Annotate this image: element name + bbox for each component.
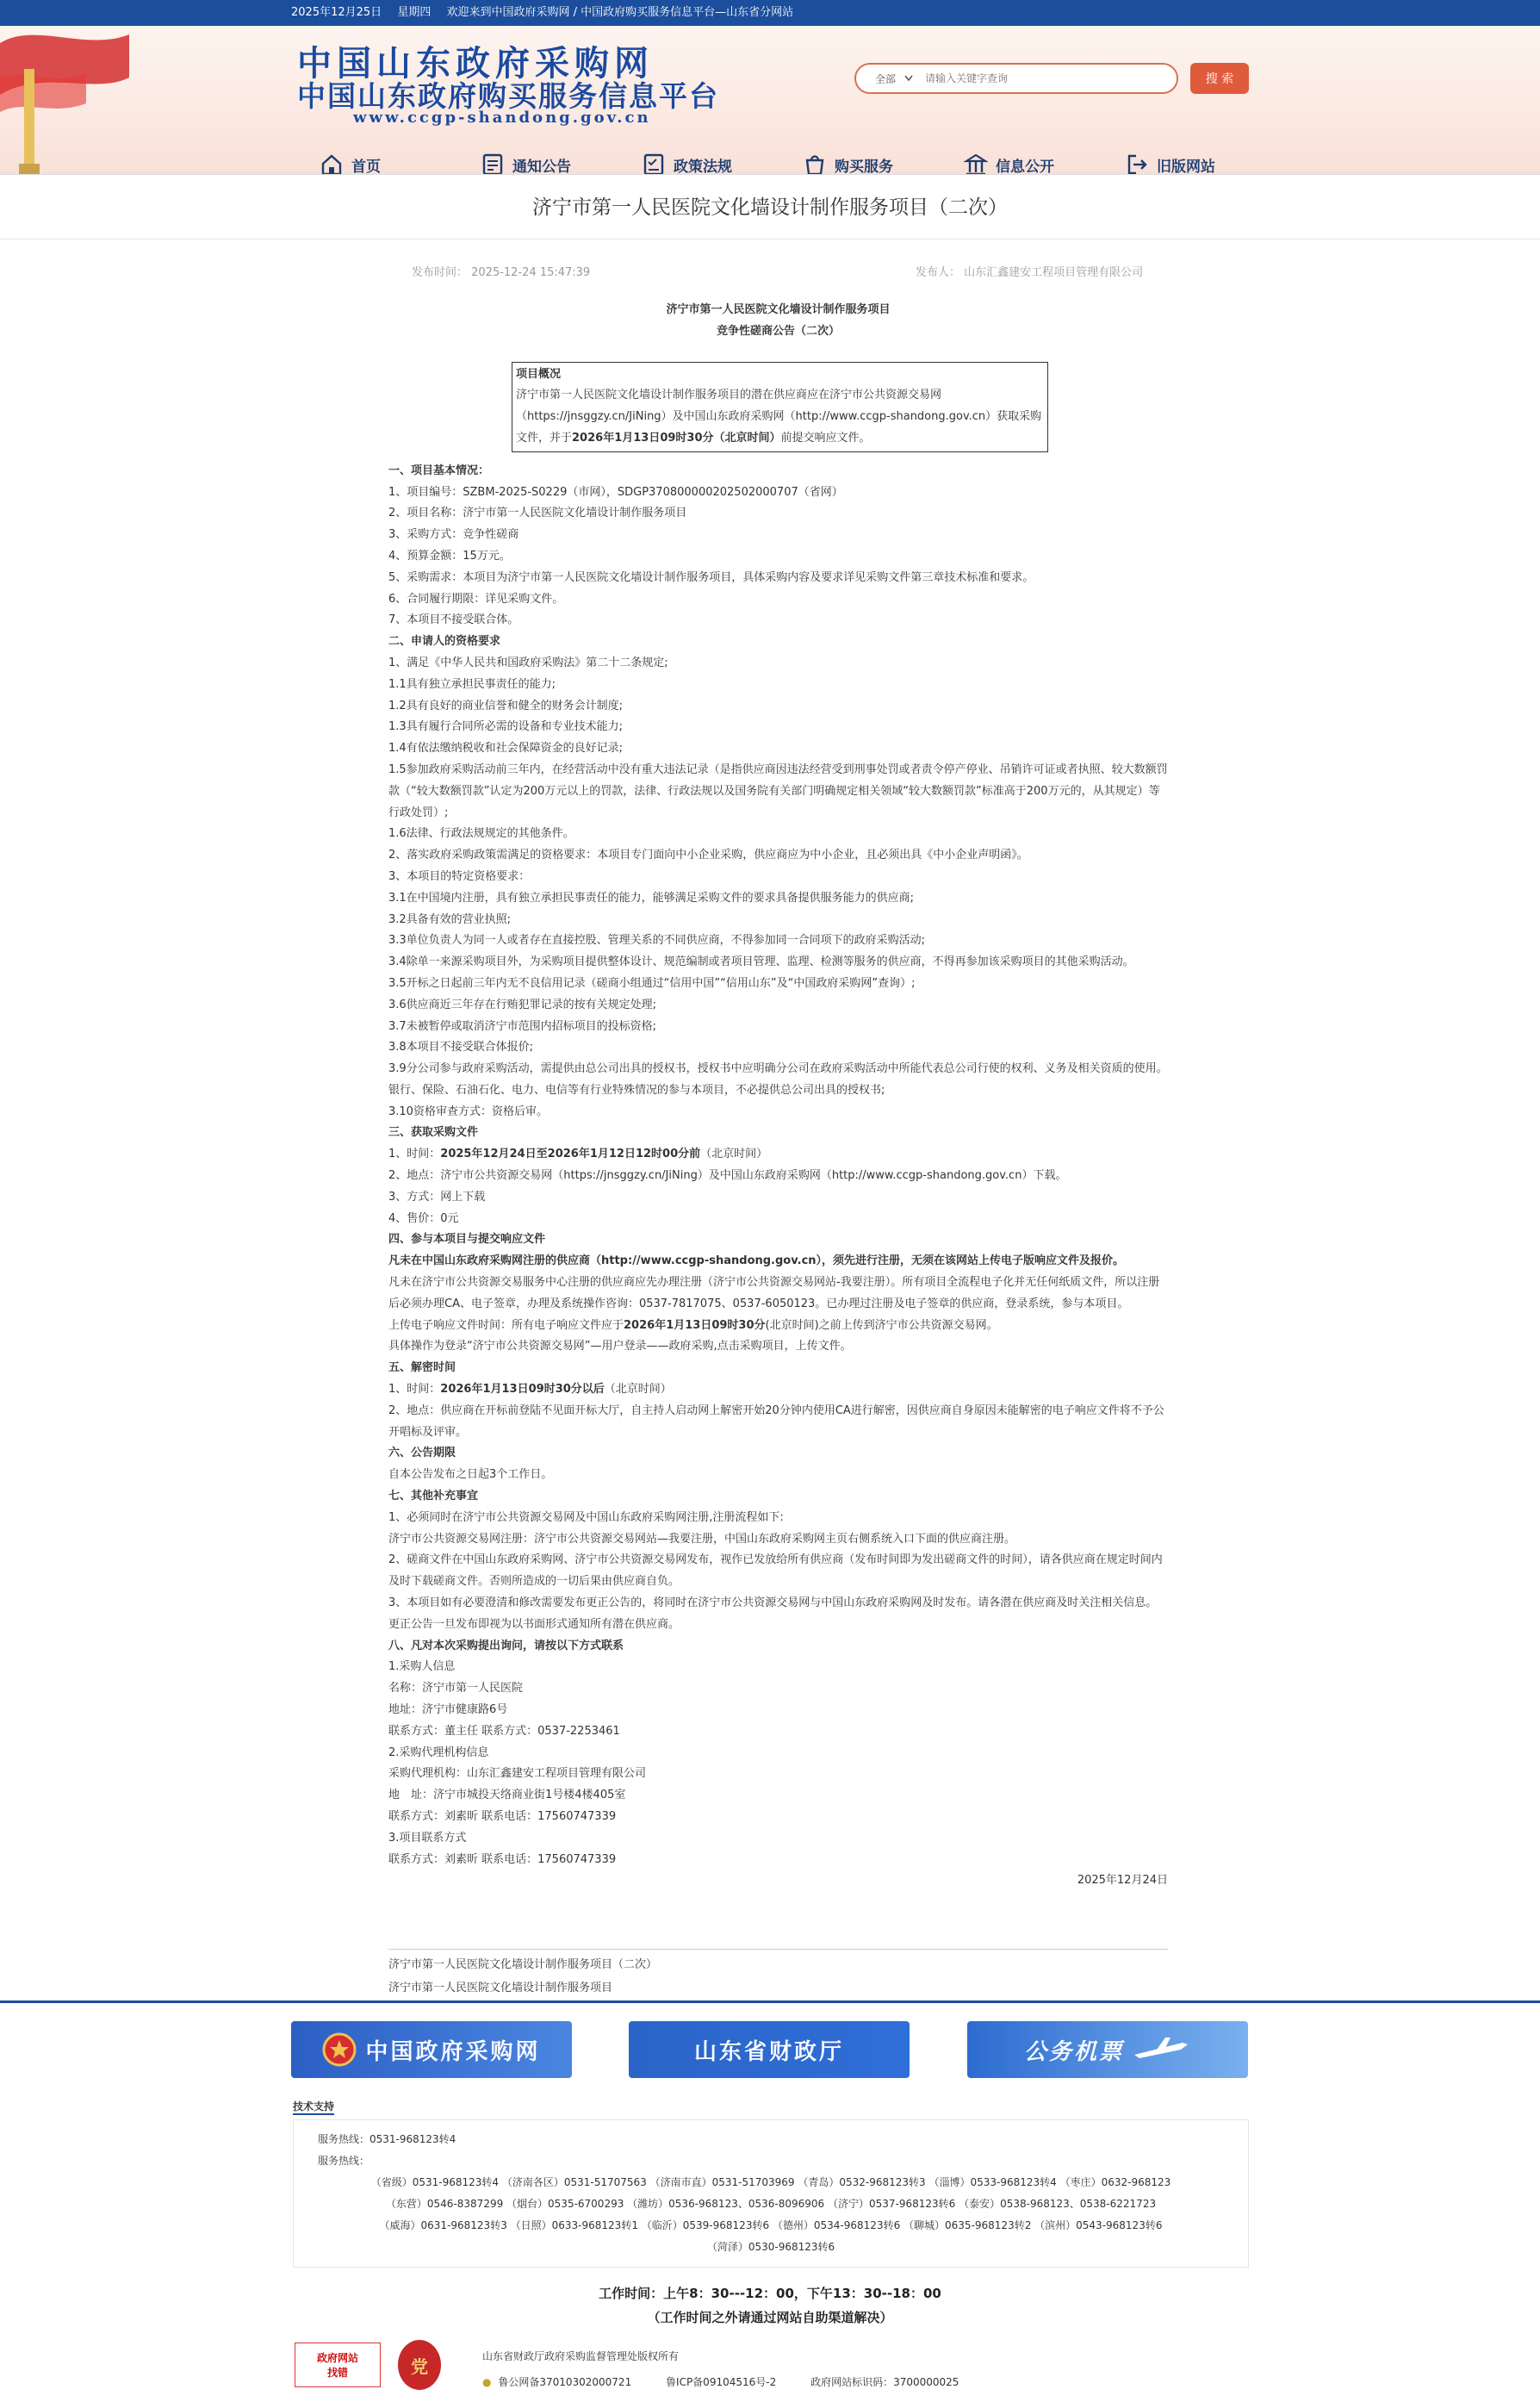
related-link[interactable]: 济宁市第一人民医院文化墙设计制作服务项目（二次） (388, 1958, 658, 1971)
chevron-down-icon (904, 75, 913, 82)
doc-line-text: 1.3具有履行合同所必需的设备和专业技术能力; (388, 720, 624, 734)
doc-line-text: 2、项目名称：济宁市第一人民医院文化墙设计制作服务项目 (388, 507, 687, 520)
site-header (0, 26, 1540, 174)
top-bar (0, 0, 1540, 26)
banner-official-tickets-label: 公务机票 (1023, 2038, 1124, 2065)
doc-line (388, 1850, 1168, 1871)
doc-line (388, 1700, 1168, 1721)
related-link[interactable]: 济宁市第一人民医院文化墙设计制作服务项目 (388, 1982, 613, 1994)
party-badge-label: 党 (411, 2355, 428, 2377)
doc-line-text: 联系方式：刘素昕 联系电话：17560747339 (388, 1809, 617, 1823)
doc-line-text: 3.10资格审查方式：资格后审。 (388, 1104, 548, 1118)
doc-line (388, 1272, 1168, 1316)
doc-line (388, 1828, 1168, 1850)
doc-line (388, 525, 1168, 546)
shopping-bag-icon (802, 152, 828, 174)
page-title: 济宁市第一人民医院文化墙设计制作服务项目（二次） (0, 174, 1540, 240)
doc-line (388, 482, 1168, 504)
doc-line-text: 1、时间： (388, 1383, 441, 1397)
nav-info-disclosure[interactable] (963, 152, 1124, 174)
doc-line-tail: （北京时间） (604, 1383, 672, 1397)
search-scope-value: 全部 (875, 72, 897, 85)
doc-line-tail: (北京时间)之前上传到济宁市公共资源交易网。 (765, 1318, 998, 1332)
nav-old-site-label: 旧版网站 (1157, 158, 1215, 174)
party-org-badge[interactable] (398, 2340, 441, 2390)
search-button[interactable]: 搜 索 (1190, 63, 1249, 94)
doc-line (388, 1144, 1168, 1166)
doc-line (388, 1102, 1168, 1123)
footer-copyright (482, 2343, 990, 2395)
doc-line (388, 1508, 1168, 1529)
doc-line (388, 1379, 1168, 1401)
search-input[interactable] (925, 72, 1177, 84)
doc-line-text: 7、本项目不接受联合体。 (388, 613, 519, 627)
doc-line (388, 824, 1168, 845)
doc-line (388, 1529, 1168, 1551)
nav-home-label: 首页 (351, 158, 381, 174)
doc-line-text: 1.4有依法缴纳税收和社会保障资金的良好记录; (388, 742, 624, 756)
section-heading (388, 632, 1168, 653)
site-logo-url: www.ccgp-shandong.gov.cn (353, 109, 651, 127)
section-heading (388, 1443, 1168, 1465)
site-identifier: 政府网站标识码：3700000025 (810, 2376, 959, 2388)
nav-purchase-service-label: 购买服务 (835, 158, 893, 174)
doc-line-text: 3.3单位负责人为同一人或者存在直接控股、管理关系的不同供应商，不得参加同一合同项下的政府采购活动; (388, 934, 926, 948)
policy-icon (641, 152, 667, 174)
doc-line-text: 2、地点：供应商在开标前登陆不见面开标大厅，自主持人启动网上解密开始20分钟内使用CA进行解密，因供应商自身原因未能解密的电子响应文件将不予公开唱标及评审。 (388, 1403, 1164, 1439)
doc-line (388, 503, 1168, 525)
section-heading (388, 1229, 1168, 1251)
hotline-regions: （威海）0631-968123转3 （日照）0633-968123转1 （临沂）0539-968123转6 （德州）0534-968123转6 （聊城）0635-968123转2 （滨州）0543-968123转6 (379, 2219, 1163, 2231)
doc-line-text: 地 址：济宁市城投天络商业街1号楼4楼405室 (388, 1789, 626, 1802)
doc-line-text: 上传电子响应文件时间：所有电子响应文件应于 (388, 1318, 624, 1332)
building-icon (963, 152, 989, 174)
doc-line-text: 三、获取采购文件 (388, 1126, 479, 1140)
doc-line (388, 974, 1168, 995)
doc-line (388, 1166, 1168, 1187)
hotline-primary: 服务热线：0531-968123转4 (318, 2133, 456, 2145)
doc-line-text: 2.采购代理机构信息 (388, 1745, 489, 1759)
doc-line (388, 610, 1168, 632)
overview-text-main: 济宁市第一人民医院文化墙设计制作服务项目的潜在供应商应在济宁市公共资源交易网（https://jnsggzy.cn/JiNing）及中国山东政府采购网（http://www.ccgp-shandong.gov.cn）获取采购文件，并于 (516, 389, 1042, 445)
announcement-body (388, 300, 1168, 1892)
doc-line (388, 696, 1168, 718)
notice-icon (480, 152, 506, 174)
doc-title: 济宁市第一人民医院文化墙设计制作服务项目 (666, 303, 891, 316)
doc-line (388, 1187, 1168, 1209)
doc-line-text: 3.项目联系方式 (388, 1831, 467, 1845)
section-heading (388, 461, 1168, 482)
doc-line-emphasis: 2026年1月13日09时30分 (624, 1318, 766, 1332)
banner-finance-dept-label: 山东省财政厅 (693, 2038, 844, 2065)
banner-official-tickets[interactable] (967, 2021, 1248, 2078)
doc-line-text: 3、采购方式：竞争性磋商 (388, 528, 519, 542)
nav-purchase-service[interactable] (802, 152, 963, 174)
doc-line-text: 1.1具有独立承担民事责任的能力; (388, 677, 556, 691)
doc-line-text: 3.8本项目不接受联合体报价; (388, 1041, 534, 1055)
search-box (854, 63, 1178, 94)
doc-line-text: 1、满足《中华人民共和国政府采购法》第二十二条规定; (388, 656, 668, 669)
doc-line (388, 675, 1168, 696)
doc-line-text: 凡未在中国山东政府采购网注册的供应商（http://www.ccgp-shandong.gov.cn），须先进行注册，无须在该网站上传电子版响应文件及报价。 (388, 1254, 1125, 1268)
doc-line (388, 1017, 1168, 1038)
doc-line-text: 1、时间： (388, 1148, 441, 1161)
signature-date: 2025年12月24日 (1077, 1874, 1168, 1888)
doc-line-emphasis: 2025年12月24日至2026年1月12日12时00分前 (440, 1148, 701, 1161)
doc-line-text: 1.6法律、行政法规规定的其他条件。 (388, 827, 574, 841)
doc-line (388, 1593, 1168, 1636)
doc-line-text: 3、本项目的特定资格要求： (388, 869, 531, 883)
banner-finance-dept[interactable] (629, 2021, 910, 2078)
doc-line (388, 738, 1168, 760)
support-hotlines (293, 2119, 1249, 2268)
doc-line (388, 1316, 1168, 1337)
nav-policy-label: 政策法规 (674, 158, 732, 174)
nav-notices-label: 通知公告 (512, 158, 571, 174)
related-articles (388, 1949, 1168, 2000)
doc-line-text: 3.5开标之日起前三年内无不良信用记录（磋商小组通过“信用中国”“信用山东”及“中国政府采购网”查询）; (388, 976, 916, 990)
doc-line-text: 1、必须同时在济宁市公共资源交易网及中国山东政府采购网注册,注册流程如下: (388, 1510, 784, 1524)
doc-line-text: 3.1在中国境内注册，具有独立承担民事责任的能力，能够满足采购文件的要求具备提供服务能力的供应商; (388, 891, 915, 905)
doc-line-text: 2、地点：济宁市公共资源交易网（https://jnsggzy.cn/JiNing）及中国山东政府采购网（http://www.ccgp-shandong.gov.cn）下载。 (388, 1169, 1067, 1183)
search-scope-select[interactable] (856, 72, 925, 86)
doc-line-text: 一、项目基本情况： (388, 464, 490, 477)
doc-line-emphasis: 2026年1月13日09时30分以后 (440, 1383, 605, 1397)
doc-subtitle: 竞争性磋商公告（二次） (716, 324, 840, 338)
publish-time: 发布时间： 2025-12-24 15:47:39 (412, 266, 591, 279)
site-logo-subtitle: 中国山东政府购买服务信息平台 (297, 79, 719, 113)
gov-website-error-badge[interactable] (295, 2343, 381, 2387)
doc-line (388, 717, 1168, 738)
home-icon (319, 152, 345, 174)
nav-policy[interactable] (641, 152, 802, 174)
doc-line-tail: （北京时间） (700, 1148, 768, 1161)
hotline-regions: （东营）0546-8387299 （烟台）0535-6700293 （潍坊）0536-968123、0536-8096906 （济宁）0537-968123转6 （泰安）0538-968123、0538-6221723 (385, 2198, 1157, 2210)
banner-ccgp-label: 中国政府采购网 (365, 2038, 541, 2065)
filing-info (482, 2369, 990, 2395)
doc-line (388, 867, 1168, 888)
doc-line (388, 1550, 1168, 1593)
hotline-label: 服务热线： (318, 2155, 370, 2167)
doc-line (388, 845, 1168, 867)
doc-line-text: 1.5参加政府采购活动前三年内，在经营活动中没有重大违法记录（是指供应商因违法经营受到刑事处罚或者责令停产停业、吊销许可证或者执照、较大数额罚款（“较大数额罚款”认定为200万元以上的罚款，法律、行政法规以及国务院有关部门明确规定相关领域“较大数额罚款”标准高于200万元的，从其规定）等行政处罚）; (388, 762, 1168, 819)
doc-line-text: 七、其他补充事宜 (388, 1490, 479, 1503)
doc-line-text: 2、落实政府采购政策需满足的资格要求：本项目专门面向中小企业采购，供应商应为中小企业，且必须出具《中小企业声明函》。 (388, 849, 1028, 862)
nav-notices[interactable] (480, 152, 641, 174)
icp-filing[interactable]: 鲁ICP备09104516号-2 (666, 2376, 777, 2388)
airplane-icon (1131, 2032, 1191, 2067)
section-heading (388, 1123, 1168, 1144)
hotline-regions: （菏泽）0530-968123转6 (706, 2241, 835, 2253)
doc-line (388, 760, 1168, 824)
doc-line-text: 3.2具备有效的营业执照; (388, 912, 512, 926)
doc-line-text: 3.4除单一来源采购项目外，为采购项目提供整体设计、规范编制或者项目管理、监理、检测等服务的供应商，不得再参加该采购项目的其他采购活动。 (388, 955, 1134, 969)
doc-line-text: 1.采购人信息 (388, 1660, 456, 1674)
doc-line-text: 4、预算金额：15万元。 (388, 549, 511, 563)
doc-line-text: 5、采购需求：本项目为济宁市第一人民医院文化墙设计制作服务项目，具体采购内容及要求详见采购文件第三章技术标准和要求。 (388, 570, 1034, 584)
doc-line (388, 930, 1168, 952)
police-badge-icon: ● (482, 2376, 492, 2388)
site-logo-title[interactable]: 中国山东政府采购网 (297, 43, 654, 84)
doc-lines (388, 461, 1168, 1871)
doc-line-text: 名称：济宁市第一人民医院 (388, 1682, 524, 1696)
doc-line (388, 1678, 1168, 1700)
project-overview-box (512, 362, 1048, 452)
doc-line (388, 1657, 1168, 1678)
doc-line-text: 2、磋商文件在中国山东政府采购网、济宁市公共资源交易网发布，视作已发放给所有供应商（发布时间即为发出磋商文件的时间），请各供应商在规定时间内及时下载磋商文件。否则所造成的一切后果由供应商自负。 (388, 1553, 1163, 1589)
doc-line-text: 济宁市公共资源交易网注册：济宁市公共资源交易网站—我要注册，中国山东政府采购网主页右侧系统入口下面的供应商注册。 (388, 1532, 1016, 1546)
doc-line (388, 1401, 1168, 1444)
overview-heading: 项目概况 (516, 367, 562, 381)
doc-line (388, 995, 1168, 1017)
overview-tail: 前提交响应文件。 (780, 431, 871, 445)
doc-line (388, 1807, 1168, 1828)
doc-line-text: 四、参与本项目与提交响应文件 (388, 1233, 546, 1247)
exit-icon (1124, 152, 1150, 174)
doc-line-text: 3.6供应商近三年存在行贿犯罪记录的按有关规定处理; (388, 998, 657, 1011)
doc-line-text: 联系方式：董主任 联系方式：0537-2253461 (388, 1724, 620, 1738)
doc-line (388, 568, 1168, 589)
section-heading (388, 1251, 1168, 1272)
doc-line-text: 3、本项目如有必要澄清和修改需要发布更正公告的，将同时在济宁市公共资源交易网与中国山东政府采购网及时发布。请各潜在供应商及时关注相关信息。更正公告一旦发布即视为以书面形式通知所有潜在供应商。 (388, 1596, 1158, 1631)
doc-line-text: 3.9分公司参与政府采购活动，需提供由总公司出具的授权书，授权书中应明确分公司在政府采购活动中所能代表总公司行使的权利、义务及相关资质的使用。银行、保险、石油石化、电力、电信等有行业特殊情况的参与本项目，不必提供总公司出具的授权书; (388, 1062, 1168, 1097)
national-emblem-icon (322, 2032, 357, 2067)
welcome-text: 欢迎来到中国政府采购网 / 中国政府购买服务信息平台—山东省分网站 (446, 6, 794, 19)
work-hours-text: 工作时间：上午8：30---12：00，下午13：30--18：00 (599, 2286, 941, 2301)
doc-line-text: 采购代理机构：山东汇鑫建安工程项目管理有限公司 (388, 1767, 647, 1781)
flag-decoration (0, 26, 129, 174)
section-heading (388, 1636, 1168, 1658)
doc-line (388, 952, 1168, 974)
doc-line-text: 地址：济宁市健康路6号 (388, 1703, 508, 1716)
doc-line (388, 546, 1168, 568)
doc-line-text: 4、售价：0元 (388, 1211, 459, 1225)
doc-line-text: 六、公告期限 (388, 1447, 456, 1460)
doc-line-text: 具体操作为登录“济宁市公共资源交易网”—用户登录——政府采购,点击采购项目，上传文件。 (388, 1340, 852, 1353)
doc-line (388, 1785, 1168, 1807)
doc-line-text: 自本公告发布之日起3个工作日。 (388, 1468, 553, 1482)
doc-line-text: 八、凡对本次采购提出询问，请按以下方式联系 (388, 1639, 624, 1652)
overview-deadline: 2026年1月13日09时30分（北京时间） (572, 431, 781, 445)
copyright-owner: 山东省财政厅政府采购监督管理处版权所有 (482, 2350, 680, 2362)
main-nav (319, 152, 1285, 174)
doc-line-text: 五、解密时间 (388, 1361, 456, 1375)
hotline-regions: （省级）0531-968123转4 （济南各区）0531-51707563 （济南市直）0531-51703969 （青岛）0532-968123转3 （淄博）0533-968123转4 （枣庄）0632-968123 (370, 2176, 1171, 2188)
doc-line-text: 二、申请人的资格要求 (388, 635, 501, 649)
overview-text (516, 385, 1044, 449)
gov-badge-bottom: 找错 (326, 2367, 348, 2379)
doc-line (388, 1059, 1168, 1102)
work-hours (0, 2281, 1540, 2330)
doc-line (388, 1336, 1168, 1358)
doc-line-text: 1.2具有良好的商业信誉和健全的财务会计制度; (388, 699, 624, 712)
nav-old-site[interactable] (1124, 152, 1285, 174)
footer-badges (295, 2340, 441, 2390)
doc-line (388, 1721, 1168, 1743)
doc-line (388, 1037, 1168, 1059)
doc-line (388, 1743, 1168, 1764)
doc-line-text: 3、方式：网上下载 (388, 1190, 486, 1204)
doc-line-text: 1、项目编号：SZBM-2025-S0229（市网），SDGP370800000202502000707（省网） (388, 485, 843, 499)
doc-line (388, 888, 1168, 910)
current-weekday: 星期四 (397, 6, 432, 19)
doc-line-text: 3.7未被暂停或取消济宁市范围内招标项目的投标资格; (388, 1019, 657, 1033)
doc-line-text: 联系方式：刘素昕 联系电话：17560747339 (388, 1852, 617, 1866)
footer-divider (0, 2000, 1540, 2003)
doc-line (388, 910, 1168, 931)
nav-home[interactable] (319, 152, 480, 174)
doc-line (388, 1465, 1168, 1486)
banner-ccgp[interactable] (291, 2021, 572, 2078)
police-filing[interactable]: 鲁公网备37010302000721 (498, 2376, 632, 2388)
section-heading (388, 1358, 1168, 1379)
doc-line (388, 589, 1168, 611)
nav-info-disclosure-label: 信息公开 (996, 158, 1054, 174)
section-heading (388, 1486, 1168, 1508)
doc-line-text: 6、合同履行期限：详见采购文件。 (388, 592, 564, 606)
tech-support-tag: 技术支持 (293, 2099, 334, 2115)
work-hours-note: （工作时间之外请通过网站自助渠道解决） (647, 2310, 893, 2325)
current-date: 2025年12月25日 (291, 6, 382, 19)
doc-line (388, 1209, 1168, 1230)
gov-badge-top: 政府网站 (316, 2352, 358, 2364)
doc-line (388, 1764, 1168, 1785)
doc-line-text: 凡未在济宁市公共资源交易服务中心注册的供应商应先办理注册（济宁市公共资源交易网站-我要注册）。所有项目全流程电子化并无任何纸质文件，所以注册后必须办理CA、电子签章，办理及系统操作咨询：0537-7817075、0537-6050123。已办理过注册及电子签章的供应商，登录系统，参与本项目。 (388, 1276, 1160, 1310)
doc-line (388, 653, 1168, 675)
publisher: 发布人： 山东汇鑫建安工程项目管理有限公司 (916, 266, 1144, 279)
